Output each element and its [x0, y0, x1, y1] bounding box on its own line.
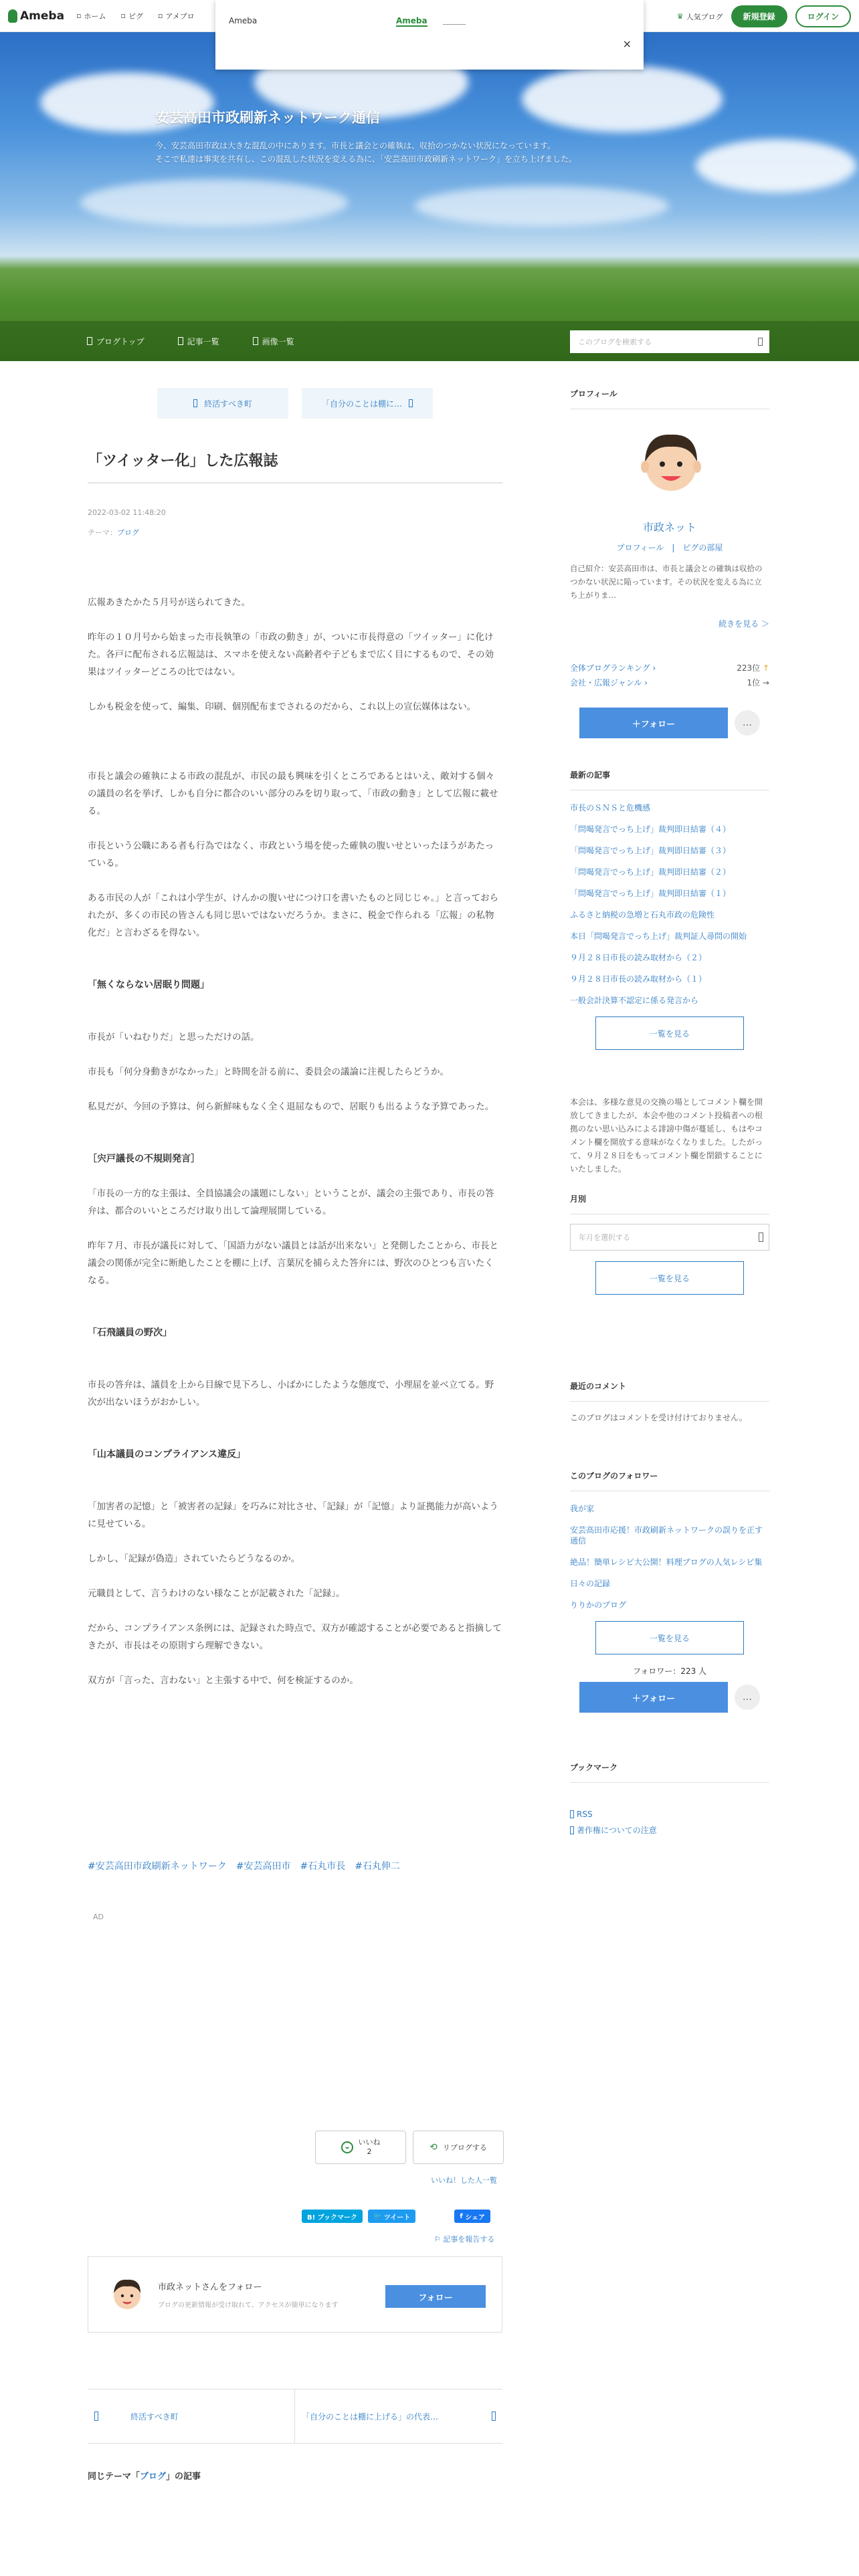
tweet-button[interactable]: 🐦 ツイート — [368, 2210, 415, 2223]
same-theme-heading: 同じテーマ「ブログ」の記事 — [88, 2472, 201, 2482]
share-buttons — [302, 2210, 490, 2223]
facebook-share-button[interactable]: f シェア — [454, 2210, 490, 2223]
recent-entry-link[interactable]: 一般会計決算不認定に係る発言から — [570, 996, 699, 1005]
next-entry-link[interactable]: 「自分のことは棚に上げる」の代表… — [295, 2389, 502, 2443]
report-icon: ⚐ — [434, 2235, 444, 2244]
next-entry-button[interactable]: 「自分のことは棚に… — [302, 388, 433, 419]
follow-card — [88, 2256, 502, 2333]
pig-room-link[interactable]: ピグの部屋 — [682, 543, 723, 552]
follower-list — [570, 1503, 769, 1610]
document-icon — [570, 1826, 574, 1834]
top-right-nav — [677, 5, 851, 27]
recent-entry-link[interactable]: ９月２８日市長の読み取材から（２） — [570, 953, 707, 962]
more-menu-icon[interactable]: … — [735, 1685, 760, 1710]
prev-icon — [94, 2411, 98, 2421]
top-nav — [76, 11, 195, 21]
entry-theme: テーマ：ブログ — [88, 528, 139, 537]
nav-ameblo[interactable]: ▫ アメブロ — [157, 11, 195, 21]
recent-entry-link[interactable]: 「問喝発言でっち上げ」裁判即日結審（１） — [570, 889, 731, 898]
images-list-link[interactable]: 画像一覧 — [253, 336, 294, 347]
bottom-pager — [88, 2389, 502, 2444]
profile-link[interactable]: プロフィール — [616, 543, 664, 552]
recent-entry-link[interactable]: 「問喝発言でっち上げ」裁判即日結審（４） — [570, 825, 731, 834]
blog-icon: ▫ — [157, 11, 163, 20]
prev-entry-button[interactable]: 終活すべき町 — [157, 388, 288, 419]
recent-comments: 最近のコメント このブログはコメントを受け付けておりません。 — [570, 1380, 769, 1424]
popup-close-icon[interactable]: × — [622, 37, 632, 50]
profile-intro: 自己紹介：安芸高田市は、市長と議会との確執は収拾のつかない状況に陥っています。その状況を変える為に立ち上がりま… — [570, 564, 763, 600]
reblog-icon: ⟲ — [430, 2142, 438, 2153]
popup-link[interactable]: Ameba — [396, 16, 427, 25]
recent-entry-link[interactable]: 本日「問喝発言でっち上げ」裁判証人尋問の開始 — [570, 932, 747, 941]
reblog-button[interactable]: ⟲ リブログする — [413, 2131, 504, 2164]
like-count: 2 — [367, 2147, 372, 2156]
cloud-decoration — [80, 179, 348, 226]
up-arrow-icon: ↑ — [760, 663, 769, 673]
recent-entry-link[interactable]: 「問喝発言でっち上げ」裁判即日結審（２） — [570, 867, 731, 877]
bookmark-list — [570, 1810, 769, 1836]
top-pager — [157, 388, 433, 419]
blog-search-input[interactable]: このブログを検索する — [570, 330, 769, 353]
nav-pig[interactable]: ▫ ピグ — [120, 11, 143, 21]
comment-notice: 本会は、多様な意見の交換の場としてコメント欄を開放してきましたが、本会や他のコメント投稿者への根拠のない思い込みによる誹謗中傷が蔓延し、もはやコメント欄を開放する意味がなくなりました。したがって、９月２８日をもってコメント欄を閉鎖することにいたしました。 — [570, 1097, 763, 1174]
rss-icon — [570, 1810, 574, 1818]
hashtag-link[interactable]: #石丸市長 — [300, 1861, 346, 1872]
image-icon — [253, 337, 258, 345]
recent-entries: 最新の記事 市長のＳＮＳと危機感 「問喝発言でっち上げ」裁判即日結審（４） 「問喝発言でっち上げ」裁判即日結審（３） 「問喝発言でっち上げ」裁判即日結審（２） 「問喝発言でっち上げ」裁判即日結審（１） ふるさと納税の急増と石丸市政の危険性 本日「問喝発言でっち上げ」裁判証人尋問の開始 ９月２８日市長の読み取材から（２） ９月２８日市長の読み取材から（１） 一般会計決算不認定に係る発言から 一覧を見る — [570, 769, 769, 1050]
rss-link[interactable]: RSS — [570, 1810, 769, 1819]
profile-links: プロフィール | ピグの部屋 — [616, 543, 723, 552]
read-more-link[interactable]: 続きを見る ＞ — [719, 619, 769, 629]
popular-blog-link[interactable]: ♛ 人気ブログ — [676, 12, 723, 21]
follower-link[interactable]: 安芸高田市応援！市政刷新ネットワークの誤りを正す通信 — [570, 1525, 763, 1545]
blog-top-icon — [87, 337, 92, 345]
blog-followers: このブログのフォロワー 我が家 安芸高田市応援！市政刷新ネットワークの誤りを正す通信 絶品！簡単レシピ大公開！料理ブログの人気レシピ集 日々の記録 りりかのブログ 一覧を見る フォロワー：223 人 ＋フォロー … — [570, 1470, 769, 1713]
entry-date: 2022-03-02 11:48:20 — [88, 508, 166, 517]
follower-link[interactable]: 我が家 — [570, 1504, 595, 1513]
ad-label: AD — [93, 1913, 104, 1921]
profile-avatar[interactable] — [634, 425, 708, 499]
follow-button[interactable]: フォロー — [385, 2285, 486, 2308]
recent-entry-list — [570, 802, 769, 1006]
blog-title[interactable]: 安芸高田市政刷新ネットワーク通信 — [155, 110, 380, 126]
twitter-icon: 🐦 — [373, 2212, 384, 2220]
blog-header — [0, 32, 859, 361]
entry-title: 「ツイッター化」した広報誌 — [88, 449, 502, 484]
genre-ranking-link[interactable]: 会社・広報ジャンル › — [570, 678, 648, 687]
same-theme-link[interactable]: ブログ — [140, 2472, 167, 2482]
theme-link[interactable]: ブログ — [117, 528, 139, 537]
report-link[interactable]: ⚐ 記事を報告する — [434, 2235, 495, 2244]
list-icon — [178, 337, 183, 345]
follow-button[interactable]: ＋フォロー — [579, 708, 728, 738]
recent-entry-link[interactable]: 「問喝発言でっち上げ」裁判即日結審（３） — [570, 846, 731, 855]
ranking: 全体ブログランキング › 223位 ↑ 会社・広報ジャンル › 1位 → — [570, 662, 769, 691]
chevron-down-icon — [759, 1232, 763, 1242]
section-heading: ［宍戸議長の不規則発言］ — [88, 1154, 200, 1164]
entry-body: 広報あきたかた５月号が送られてきた。 昨年の１０月号から始まった市長執筆の「市政の動き」が、ついに市長得意の「ツイッター」に化けた。各戸に配布される広報誌は、スマホを使えない高齢者や子どもまで広く目にするもので、その効果はツイッターどころの比ではない。 しかも税金を使って、編集、印刷、個別配布までされるのだから、これ以上の宣伝媒体はない。 市長と議会の確執による市政の混乱が、市民の最も興味を引くところであるとはいえ、敵対する個々の議員の名を挙げ、しかも自分に都合のいい部分のみを切り取って、「市政の動き」として広報に載せる。 市長という公職にある者も行為ではなく、市政という場を使った確執の腹いせといったほうがあたっている。 ある市民の人が「これは小学生が、けんかの腹いせにつけ口を書いたものと同じじゃ。」と言っておられたが、多くの市民の皆さんも同じ思いではないだろうか。まさに、税金で作られる「広報」の私物化だ」と言わざるを得ない。 「無くならない居眠り問題」 市長が「いねむりだ」と思っただけの話。 市長も「何分身動きがなかった」と時間を計る前に、委員会の議論に注視したらどうか。 私見だが、今回の予算は、何ら新鮮味もなく全く退屈なもので、居眠りも出るような予算であった。 ［宍戸議長の不規則発言］ 「市長の一方的な主張は、全員協議会の議題にしない」ということが、議会の主張であり、市長の答弁は、都合のいいところだけ取り出して論理展開している。 昨年７月、市長が議長に対して、「国語力がない議員とは話が出来ない」と発側したことから、市長と議会の関係が完全に断絶したことを棚に上げ、言葉尻を捕らえた答弁には、野次のひとつも言いたくなる。 「石飛議員の野次」 市長の答弁は、議員を上から目線で見下ろし、小ばかにしたような態度で、小理屈を並べ立てる。野次が出ないほうがおかしい。 「山本議員のコンプライアンス違反」 「加害者の記憶」と「被害者の記録」を巧みに対比させ、「記録」が「記憶」より証拠能力が高いように見せている。 しかし、「記録が偽造」されていたらどうなるのか。 元職員として、言うわけのない様なことが記載された「記録」。 だから、コンプライアンス条例には、記録された時点で、双方が確認することが必要であると指摘してきたが、市長はその原則すら理解できない。 双方が「言った、言わない」と主張する中で、何を検証するのか。 — [88, 597, 502, 1686]
like-button[interactable]: いいね 2 — [315, 2131, 406, 2164]
profile-heading: プロフィール — [570, 388, 769, 409]
cloud-decoration — [522, 66, 723, 132]
like-list-link[interactable]: いいね！した人一覧 — [431, 2176, 497, 2185]
nav-home[interactable]: ▫ ホーム — [76, 11, 106, 21]
prev-entry-link[interactable]: 終活すべき町 — [88, 2389, 295, 2443]
popup-label: Ameba — [229, 16, 258, 25]
profile-follow-row — [579, 708, 760, 738]
cloud-decoration — [415, 186, 669, 226]
bookmark-section: ブックマーク RSS 著作権についての注意 — [570, 1761, 769, 1841]
hashtag-link[interactable]: #安芸高田市政刷新ネットワーク — [88, 1861, 227, 1872]
hashtag-list — [88, 1859, 400, 1872]
notification-popup — [215, 0, 644, 70]
section-heading: 「無くならない居眠り問題」 — [88, 980, 209, 990]
cloud-decoration — [696, 139, 856, 193]
follower-link[interactable]: 絶品！簡単レシピ大公開！料理ブログの人気レシピ集 — [570, 1558, 763, 1567]
ameba-logo[interactable]: Ameba — [8, 9, 64, 23]
blog-top-link[interactable]: ブログトップ — [87, 336, 145, 347]
avatar — [107, 2274, 147, 2315]
hatena-bookmark-button[interactable]: B! ブックマーク — [302, 2210, 363, 2223]
follower-link[interactable]: 日々の記録 — [570, 1579, 611, 1588]
entry-list-button[interactable]: 一覧を見る — [595, 1016, 744, 1050]
follower-link[interactable]: りりかのブログ — [570, 1600, 627, 1610]
login-button[interactable]: ログイン — [795, 5, 851, 27]
monthly-archive: 月別 年月を選択する 一覧を見る — [570, 1193, 769, 1295]
follow-button[interactable]: ＋フォロー — [579, 1682, 728, 1713]
signup-button[interactable]: 新規登録 — [731, 5, 787, 27]
entries-list-link[interactable]: 記事一覧 — [178, 336, 219, 347]
followers-list-button[interactable]: 一覧を見る — [595, 1621, 744, 1654]
profile-name[interactable]: 市政ネット — [642, 521, 696, 534]
next-icon — [492, 2411, 496, 2421]
home-icon: ▫ — [76, 11, 82, 20]
month-select[interactable]: 年月を選択する — [570, 1224, 769, 1251]
ameba-logo-icon — [8, 9, 17, 23]
hashtag-link[interactable]: #石丸伸二 — [355, 1861, 400, 1872]
follow-card-text: 市政ネットさんをフォロー ブログの更新情報が受け取れて、アクセスが簡単になります — [158, 2282, 339, 2309]
crown-icon: ♛ — [676, 12, 684, 21]
blog-nav — [0, 321, 859, 361]
smile-icon — [341, 2141, 353, 2153]
hashtag-link[interactable]: #安芸高田市 — [235, 1861, 291, 1872]
facebook-icon: f — [460, 2212, 466, 2220]
recent-entry-link[interactable]: 市長のＳＮＳと危機感 — [570, 803, 651, 813]
reaction-buttons — [315, 2131, 504, 2164]
prev-icon — [193, 399, 197, 407]
section-heading: 「石飛議員の野次」 — [88, 1327, 172, 1338]
more-menu-icon[interactable]: … — [735, 710, 760, 736]
popup-underline — [443, 24, 466, 25]
search-icon[interactable] — [758, 338, 763, 346]
section-heading: 「山本議員のコンプライアンス違反」 — [88, 1449, 246, 1460]
recent-entry-link[interactable]: ふるさと納税の急増と石丸市政の危険性 — [570, 910, 715, 920]
follower-count: フォロワー：223 人 — [632, 1667, 707, 1676]
blog-description: 今、安芸高田市政は大きな混乱の中にあります。市長と議会との確執は、収拾のつかない状況になっています。 そこで私達は事実を共有し、この混乱した状況を変える為に、「安芸高田市政刷新ネットワーク」を立ち上げました。 — [155, 141, 577, 164]
recent-entry-link[interactable]: ９月２８日市長の読み取材から（１） — [570, 974, 707, 984]
overall-ranking-link[interactable]: 全体ブログランキング › — [570, 663, 656, 673]
monthly-list-button[interactable]: 一覧を見る — [595, 1261, 744, 1295]
pig-icon: ▫ — [120, 11, 126, 20]
copyright-link[interactable]: 著作権についての注意 — [570, 1824, 769, 1836]
next-icon — [409, 399, 413, 407]
follower-follow-row — [579, 1682, 769, 1713]
